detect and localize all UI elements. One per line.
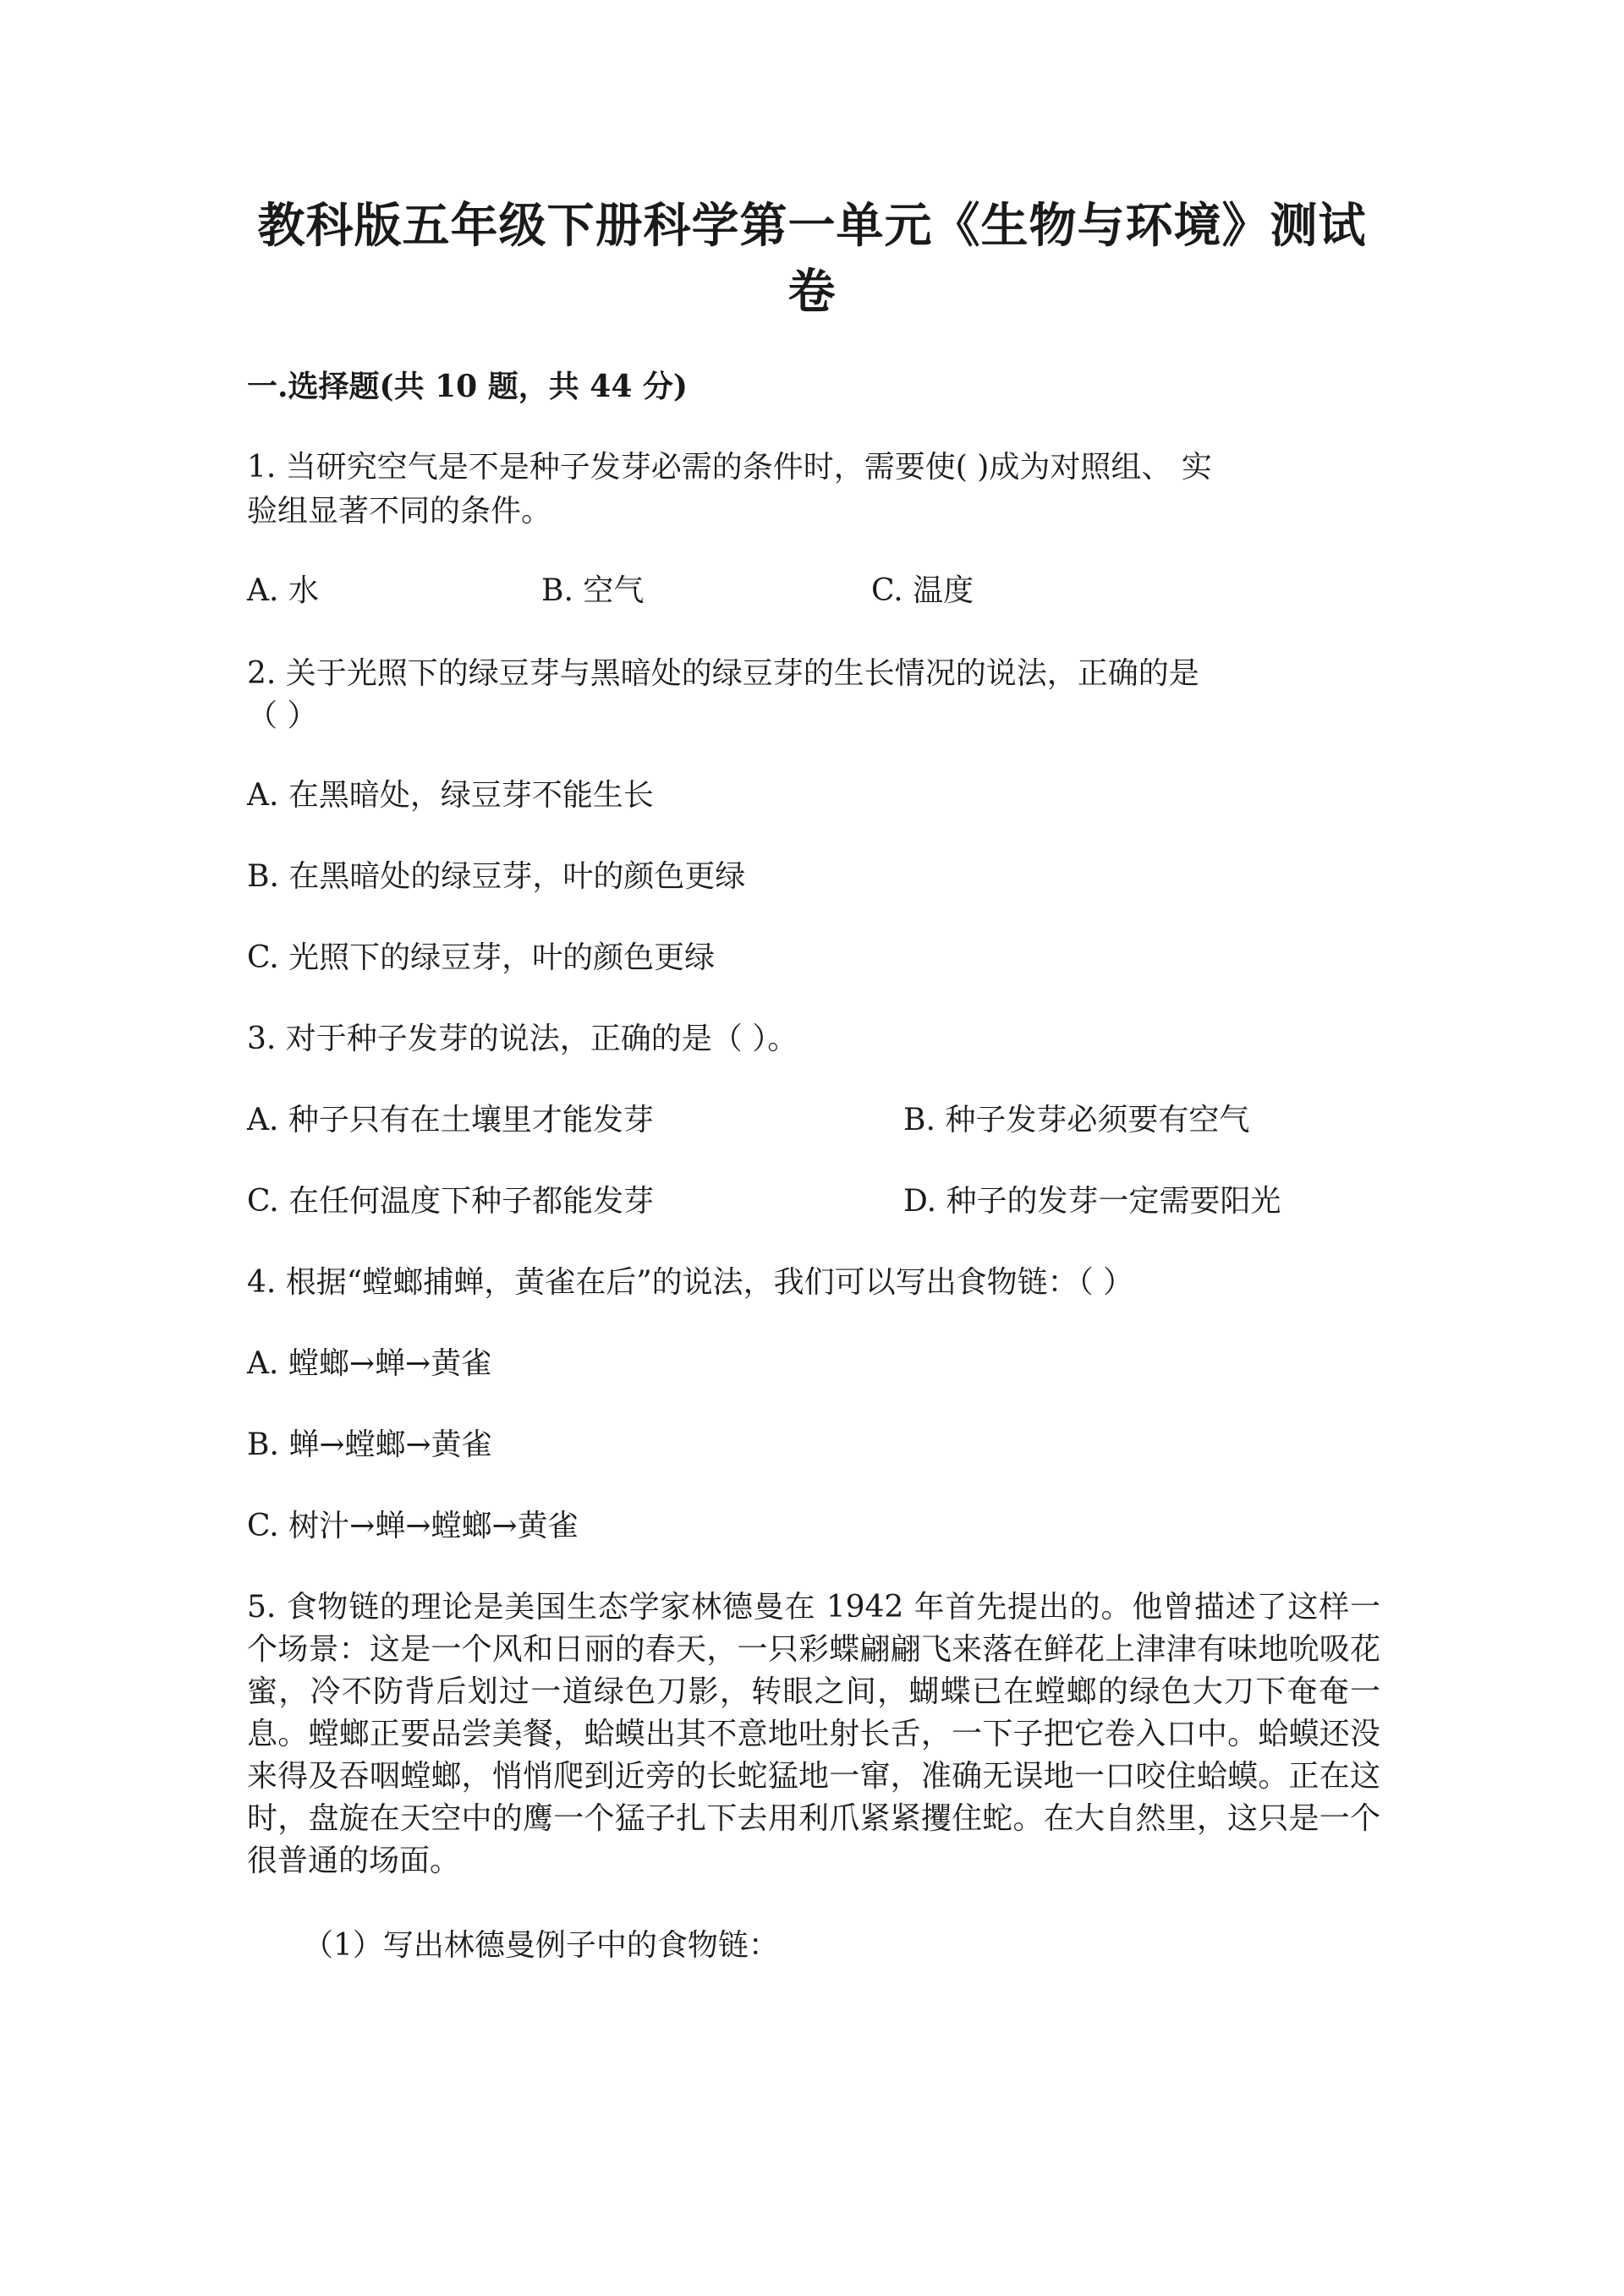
question-5-passage: 5. 食物链的理论是美国生态学家林德曼在 1942 年首先提出的。他曾描述了这样一个场景：这是一个风和日丽的春天，一只彩蝶翩翩飞来落在鲜花上津津有味地吮吸花蜜，冷不防背后划过一道绿色刀影，转眼之间，蝴蝶已在螳螂的绿色大刀下奄奄一息。螳螂正要品尝美餐，蛤蟆出其不意地吐射长舌，一下子把它卷入口中。蛤蟆还没来得及吞咽螳螂，悄悄爬到近旁的长蛇猛地一窜，准确无误地一口咬住蛤蟆。正在这时，盘旋在天空中的鹰一个猛子扎下去用利爪紧紧攫住蛇。在大自然里，这只是一个很普通的场面。 [247,1590,1380,1878]
question-2-stem-line-2: （ ） [247,699,318,733]
question-4-stem: 4. 根据“螳螂捕蝉，黄雀在后”的说法，我们可以写出食物链：（ ） [247,1265,1134,1300]
question-4-option-a: A. 螳螂→蝉→黄雀 [247,1346,492,1381]
section-heading: 一.选择题(共 10 题，共 44 分) [247,369,688,404]
question-4-option-b: B. 蝉→螳螂→黄雀 [247,1427,492,1462]
question-3-option-d: D. 种子的发芽一定需要阳光 [903,1184,1281,1219]
question-1-option-a: A. 水 [247,573,319,608]
question-5-sub-1: （1）写出林德曼例子中的食物链： [303,1928,779,1963]
question-2-stem-line-1: 2. 关于光照下的绿豆芽与黑暗处的绿豆芽的生长情况的说法，正确的是 [247,656,1199,691]
question-3-stem: 3. 对于种子发芽的说法，正确的是（ ）。 [247,1022,798,1056]
question-1-stem-line-2: 验组显著不同的条件。 [247,494,552,529]
question-3-option-a: A. 种子只有在土壤里才能发芽 [247,1103,654,1137]
question-4-option-c: C. 树汁→蝉→螳螂→黄雀 [247,1509,579,1543]
question-3-option-b: B. 种子发芽必须要有空气 [903,1103,1250,1137]
question-3-option-c: C. 在任何温度下种子都能发芽 [247,1184,655,1219]
question-1-stem-line-1: 1. 当研究空气是不是种子发芽必需的条件时，需要使( )成为对照组、 实 [247,450,1212,485]
page-title: 教科版五年级下册科学第一单元《生物与环境》测试卷 [257,198,1367,320]
question-2-option-a: A. 在黑暗处，绿豆芽不能生长 [247,778,654,813]
question-1-option-c: C. 温度 [871,573,974,608]
question-2-option-b: B. 在黑暗处的绿豆芽，叶的颜色更绿 [247,859,746,894]
question-2-option-c: C. 光照下的绿豆芽，叶的颜色更绿 [247,940,716,975]
question-1-option-b: B. 空气 [541,573,645,608]
